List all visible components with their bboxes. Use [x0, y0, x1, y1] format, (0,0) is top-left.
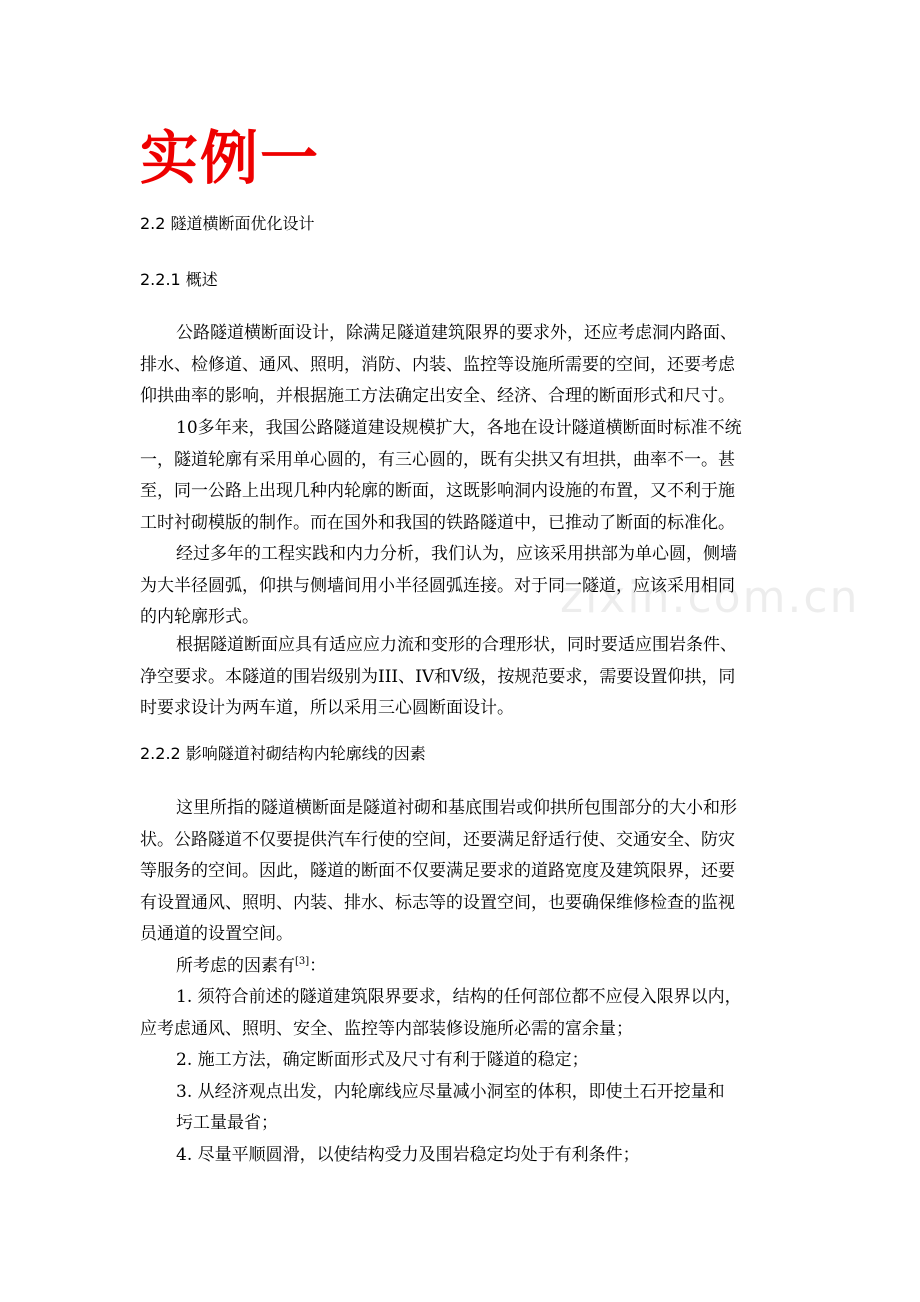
factors-intro-text: 所考虑的因素有 — [176, 956, 295, 976]
subsection-heading-factors: 2.2.2 影响隧道衬砌结构内轮廓线的因素 — [140, 744, 426, 763]
list-item-4: 4. 尽量平顺圆滑，以使结构受力及围岩稳定均处于有利条件； — [176, 1144, 640, 1165]
text-line — [140, 951, 782, 983]
section-heading: 2.2 隧道横断面优化设计 — [140, 214, 315, 233]
paragraph-overview-1 — [140, 318, 782, 413]
text-line: 净空要求。本隧道的围岩级别为III、IV和V级，按规范要求，需要设置仰拱，同 — [140, 666, 736, 687]
text-line: 根据隧道断面应具有适应应力流和变形的合理形状，同时要适应围岩条件、 — [176, 635, 737, 655]
text-line: 一，隧道轮廓有采用单心圆的，有三心圆的，既有尖拱又有坦拱，曲率不一。甚 — [140, 449, 735, 470]
list-item-3: 3. 从经济观点出发，内轮廓线应尽量减小洞室的体积，即使土石开挖量和 — [176, 1081, 725, 1102]
list-item-1-cont: 应考虑通风、照明、安全、监控等内部装修设施所必需的富余量； — [140, 1018, 633, 1039]
text-line: 的内轮廓形式。 — [140, 607, 259, 628]
text-line: 公路隧道横断面设计，除满足隧道建筑限界的要求外，还应考虑洞内路面、 — [176, 323, 737, 343]
text-line: 仰拱曲率的影响，并根据施工方法确定出安全、经济、合理的断面形式和尺寸。 — [140, 386, 735, 407]
subsection-heading-overview: 2.2.1 概述 — [140, 270, 218, 289]
list-item-3-cont: 圬工量最省； — [176, 1113, 278, 1134]
text-line: 这里所指的隧道横断面是隧道衬砌和基底围岩或仰拱所包围部分的大小和形 — [176, 798, 737, 818]
text-line: 状。公路隧道不仅要提供汽车行使的空间，还要满足舒适行使、交通安全、防灾 — [140, 829, 735, 850]
factors-intro — [140, 951, 782, 983]
text-line: 10多年来，我国公路隧道建设规模扩大，各地在设计隧道横断面时标准不统 — [176, 418, 742, 438]
text-line: 为大半径圆弧，仰拱与侧墙间用小半径圆弧连接。对于同一隧道，应该采用相同 — [140, 575, 735, 596]
text-line: 经过多年的工程实践和内力分析，我们认为，应该采用拱部为单心圆，侧墙 — [176, 544, 737, 564]
citation-ref: [3] — [295, 956, 310, 967]
list-item-1: 1. 须符合前述的隧道建筑限界要求，结构的任何部位都不应侵入限界以内， — [176, 987, 742, 1007]
text-line: 时要求设计为两车道，所以采用三心圆断面设计。 — [140, 698, 514, 719]
watermark: zixin.com.cn — [560, 572, 860, 623]
factors-colon: ： — [309, 956, 327, 976]
text-line: 排水、检修道、通风、照明，消防、内装、监控等设施所需要的空间，还要考虑 — [140, 354, 735, 375]
factors-list — [140, 982, 790, 1172]
paragraph-overview-2 — [140, 413, 782, 539]
text-line: 至，同一公路上出现几种内轮廓的断面，这既影响洞内设施的布置，又不利于施 — [140, 481, 735, 502]
paragraph-overview-3 — [140, 539, 782, 634]
paragraph-factors-1 — [140, 793, 782, 951]
page-title: 实例一 — [140, 124, 321, 192]
paragraph-overview-4 — [140, 630, 782, 725]
text-line: 等服务的空间。因此，隧道的断面不仅要满足要求的道路宽度及建筑限界，还要 — [140, 861, 735, 882]
list-item-2: 2. 施工方法，确定断面形式及尺寸有利于隧道的稳定； — [176, 1050, 589, 1071]
text-line: 工时衬砌模版的制作。而在国外和我国的铁路隧道中，已推动了断面的标准化。 — [140, 512, 735, 533]
text-line: 有设置通风、照明、内装、排水、标志等的设置空间，也要确保维修检查的监视 — [140, 892, 735, 913]
text-line: 员通道的设置空间。 — [140, 924, 293, 945]
